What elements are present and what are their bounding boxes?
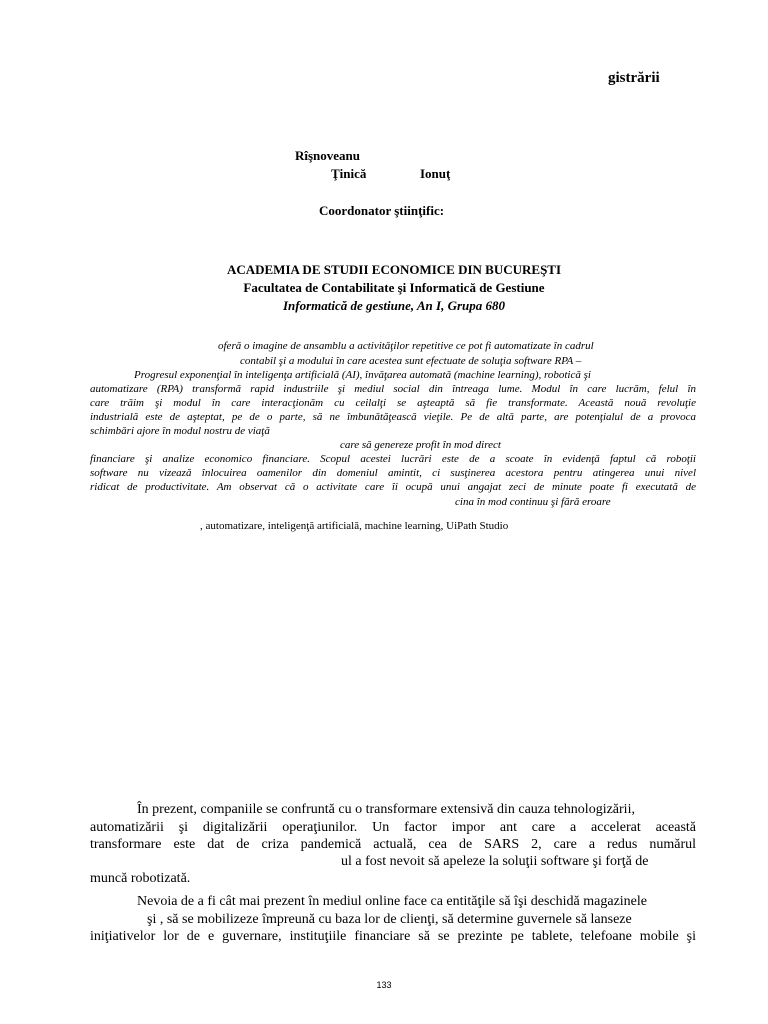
abstract-line: software nu vizează înlocuirea oamenilor din domeniul amintit, ci susţinerea acestora pentru atingerea unui nivel — [90, 467, 696, 479]
abstract-line: industrială este de aşteptat, pe de o parte, să ne îmbunătăţească vieţile. Pe de altă parte, are potenţialul de a provoca — [90, 411, 696, 423]
body-line: automatizării şi digitalizării operaţiunilor. Un factor impor ant care a accelerat această — [90, 820, 696, 835]
paper-title: gistrării — [608, 70, 660, 86]
author-name-1: Rîşnoveanu — [295, 148, 361, 163]
coordinator-label: Coordonator ştiinţific: — [319, 203, 445, 218]
abstract-line: financiare şi analize economico financiare. Scopul acestei lucrări este de a scoate în evidenţă faptul că roboţii — [90, 453, 696, 465]
author-name-2b: Ionuţ — [420, 166, 451, 181]
body-line: iniţiativelor lor de e guvernare, instituţiile financiare să se prezinte pe tablete, telefoane mobile şi — [90, 929, 696, 944]
abstract-line: automatizare (RPA) transformă rapid industriile şi mediul social din întreaga lume. Modul în care lucrăm, felul în — [90, 383, 696, 395]
abstract-line: ridicat de productivitate. Am observat că o activitate care îi ocupă unui angajat zeci de minute poate fi executată de — [90, 481, 696, 493]
page-number: 133 — [376, 980, 392, 990]
institution-program: Informatică de gestiune, An I, Grupa 680 — [283, 298, 505, 313]
institution-faculty: Facultatea de Contabilitate şi Informatică de Gestiune — [243, 280, 545, 295]
institution-academy: ACADEMIA DE STUDII ECONOMICE DIN BUCUREŞTI — [226, 262, 562, 277]
abstract-line: oferă o imagine de ansamblu a activităţilor repetitive ce pot fi automatizate în cadrul — [218, 340, 594, 352]
abstract-line: schimbări ajore în modul nostru de viaţă — [90, 425, 270, 437]
keywords: , automatizare, inteligenţă artificială, machine learning, UiPath Studio — [200, 520, 509, 532]
body-line: transformare este dat de criza pandemică actuală, cea de SARS 2, care a redus numărul — [90, 837, 696, 852]
abstract-line: contabil şi a modului în care acestea sunt efectuate de soluţia software RPA – — [240, 355, 582, 367]
body-line: şi , să se mobilizeze împreună cu baza lor de clienţi, să determine guvernele să lanseze — [147, 912, 632, 927]
author-name-2a: Ţinică — [331, 166, 367, 181]
body-line: În prezent, companiile se confruntă cu o transformare extensivă din cauza tehnologizării, — [137, 802, 635, 817]
abstract-line: care să genereze profit în mod direct — [340, 439, 501, 451]
abstract-line: care trăim şi modul în care interacţionăm cu ceilalţi se aşteaptă să fie transformate. Această nouă revoluţie — [90, 397, 696, 409]
body-line: ul a fost nevoit să apeleze la soluţii software şi forţă de — [341, 854, 649, 869]
abstract-line: Progresul exponenţial în inteligenţa artificială (AI), învăţarea automată (machine learning), robotică şi — [134, 369, 591, 381]
body-line: muncă robotizată. — [90, 871, 191, 886]
body-line: Nevoia de a fi cât mai prezent în mediul online face ca entităţile să îşi deschidă magazinele — [137, 894, 647, 909]
abstract-line: cina în mod continuu şi fără eroare — [455, 496, 611, 508]
